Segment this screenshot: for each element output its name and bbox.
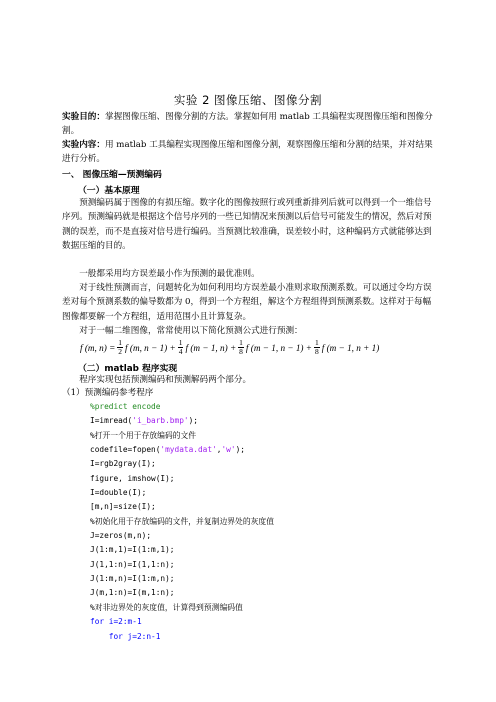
formula-term: f (m − 1, n − 1) +	[245, 342, 312, 353]
body-paragraph: 程序实现包括预测编码和预测解码两个部分。	[79, 375, 252, 385]
formula-fraction: $\frac{1}{8}$	[239, 338, 243, 356]
code-line: for j=2:n-1	[90, 631, 161, 641]
formula-term: f (m, n − 1) +	[125, 342, 176, 353]
code-block	[90, 400, 274, 644]
code-line: I=double(I);	[90, 488, 147, 498]
code-line: %打开一个用于存放编码的文件	[90, 430, 197, 440]
prediction-formula	[80, 339, 379, 356]
code-line: J(m,1:n)=I(m,1:n);	[90, 588, 175, 598]
code-subheading: （1）预测编码参考程序	[62, 388, 154, 398]
formula-lhs: f (m, n) =	[80, 342, 116, 353]
subsection-heading-a: （一）基本原理	[78, 186, 140, 196]
purpose-label: 实验目的：	[62, 112, 105, 122]
content-paragraph	[62, 138, 436, 167]
page-title: 实验 2 图像压缩、图像分割	[173, 93, 323, 107]
code-line: J(1:m,n)=I(1:m,n);	[90, 574, 175, 584]
content-label: 实验内容：	[62, 140, 105, 150]
code-line: codefile=fopen('mydata.dat','w');	[90, 445, 245, 455]
code-line: [m,n]=size(I);	[90, 502, 156, 512]
code-line: %predict encode	[90, 402, 161, 411]
formula-fraction: $\frac{1}{2}$	[118, 338, 123, 356]
code-line: for i=2:m-1	[90, 617, 142, 627]
formula-term: f (m − 1, n) +	[185, 342, 237, 353]
code-line: J(1,1:n)=I(1,1:n);	[90, 559, 175, 569]
body-paragraph: 对于一幅二维图像，常常使用以下简化预测公式进行预测：	[79, 326, 303, 336]
code-line: I=rgb2gray(I);	[90, 459, 156, 469]
body-paragraph: 预测编码属于图像的有损压缩。数字化的图像按照行或列重新排列后就可以得到一个一维信号序列。预测编码就是根据这个信号序列的一些已知情况来预测以后信号可能发生的情况，然后对预测的误差，而不是直接对信号进行编码。当预测比较准确，误差较小时，这种编码方式就能够达到数据压缩的目的。	[62, 198, 432, 251]
purpose-paragraph	[62, 110, 436, 139]
body-paragraph: 一般都采用均方误差最小作为预测的最优准则。	[79, 269, 260, 279]
formula-term: f (m − 1, n + 1)	[321, 342, 380, 353]
content-text: 用 matlab 工具编程实现图像压缩和图像分割，观察图像压缩和分割的结果，并对结果进行分析。	[62, 140, 433, 165]
code-line: %对非边界处的灰度值，计算得到预测编码值	[90, 602, 243, 612]
purpose-text: 掌握图像压缩、图像分割的方法。掌握如何用 matlab 工具编程实现图像压缩和图像分割。	[62, 112, 433, 137]
code-line: figure, imshow(I);	[90, 473, 175, 483]
formula-fraction: $\frac{1}{8}$	[314, 338, 319, 356]
subsection-heading-b: （二）matlab 程序实现	[78, 364, 178, 374]
code-line: J=zeros(m,n);	[90, 531, 152, 541]
code-line: %初始化用于存放编码的文件，并复制边界处的灰度值	[90, 516, 275, 526]
code-line: J(1:m,1)=I(1:m,1);	[90, 545, 175, 555]
body-paragraph: 对于线性预测而言，问题转化为如何利用均方误差最小准则求取预测系数。可以通过令均方误差对每个预测系数的偏导数都为 0，得到一个方程组，解这个方程组得到预测系数。这样对于每幅图像都要解一个方程组，适用范围小且计算复杂。	[62, 283, 432, 322]
code-line: I=imread('i_barb.bmp');	[90, 416, 198, 426]
formula-fraction: $\frac{1}{4}$	[178, 338, 183, 356]
section-heading-1: 一、 图像压缩—预测编码	[62, 170, 162, 180]
